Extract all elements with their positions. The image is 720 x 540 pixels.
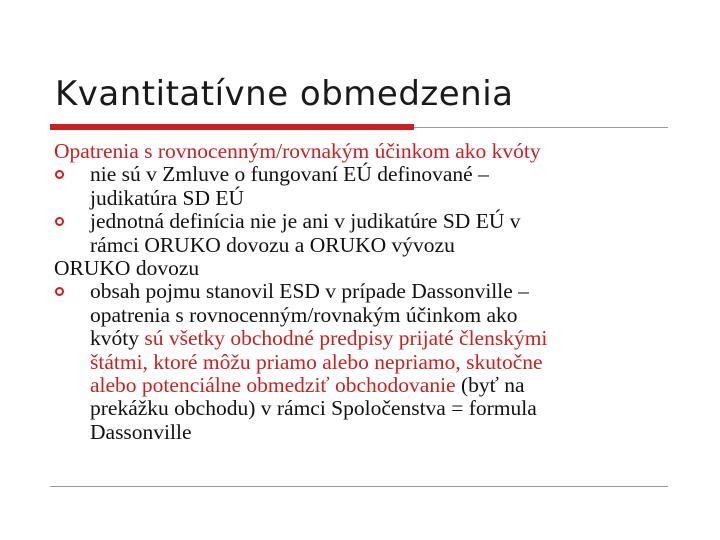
bullet-3-text-black: kvóty bbox=[90, 326, 145, 351]
bullet-item-1 bbox=[54, 163, 674, 210]
bottom-divider bbox=[50, 486, 668, 487]
bullet-3-line-6: prekážku obchodu) v rámci Spoločenstva = formula bbox=[90, 396, 537, 421]
bullet-3-line-3 bbox=[54, 327, 674, 350]
bullet-2-line-1: jednotná definícia nie je ani v judikatúre SD EÚ v bbox=[90, 209, 521, 234]
bullet-3-line-1: obsah pojmu stanovil ESD v prípade Dassonville – bbox=[90, 279, 529, 304]
slide-title: Kvantitatívne obmedzenia bbox=[55, 74, 514, 114]
bullet-3-line-7: Dassonville bbox=[90, 419, 192, 444]
bullet-3-text-red: sú všetky obchodné predpisy prijaté členskými bbox=[144, 326, 548, 351]
bullet-3-line-5 bbox=[54, 374, 674, 397]
bullet-item-2 bbox=[54, 210, 674, 257]
bullet-3-text-black-tail: (byť na bbox=[455, 372, 525, 397]
section-heading-2: ORUKO dovozu bbox=[54, 255, 200, 280]
bullet-3-line-4: štátmi, ktoré môžu priamo alebo nepriamo, skutočne bbox=[90, 349, 543, 374]
bullet-3-line-2: opatrenia s rovnocenným/rovnakým účinkom ako bbox=[90, 302, 518, 327]
slide-body bbox=[54, 140, 674, 444]
bullet-1-line-2: judikatúra SD EÚ bbox=[90, 185, 245, 210]
bullet-2-line-2: rámci ORUKO dovozu a ORUKO vývozu bbox=[90, 232, 455, 257]
bullet-3-text-red-end: alebo potenciálne obmedziť obchodovanie bbox=[90, 372, 456, 397]
bullet-item-3 bbox=[54, 280, 674, 444]
bullet-1-line-1: nie sú v Zmluve o fungovaní EÚ definované – bbox=[90, 162, 489, 187]
title-accent-bar bbox=[50, 124, 414, 130]
section-heading-1: Opatrenia s rovnocenným/rovnakým účinkom ako kvóty bbox=[54, 139, 541, 163]
